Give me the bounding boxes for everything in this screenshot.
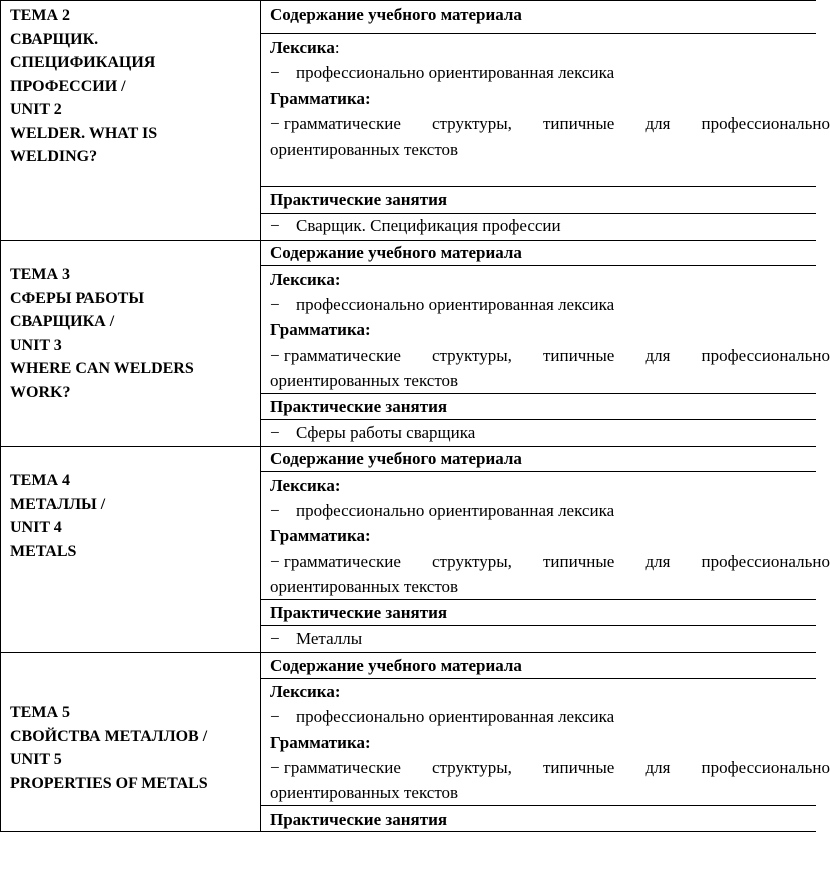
grammar-word: типичные bbox=[543, 758, 615, 777]
lexis-label-text: Лексика bbox=[270, 476, 335, 495]
lexis-label-text: Лексика bbox=[270, 682, 335, 701]
grammar-line-2: ориентированных текстов bbox=[270, 783, 459, 802]
grammar-word: для bbox=[645, 758, 671, 777]
lexis-item: профессионально ориентированная лексика bbox=[296, 501, 615, 520]
grammar-line-2: ориентированных текстов bbox=[270, 577, 459, 596]
list-item bbox=[270, 423, 475, 443]
grammar-word: профессионально bbox=[701, 758, 830, 777]
topic-title-line: UNIT 5 bbox=[10, 751, 62, 768]
cell-divider bbox=[260, 599, 816, 600]
dash-bullet: − bbox=[270, 63, 280, 82]
row-divider bbox=[0, 652, 816, 653]
topic-title-line: WELDER. WHAT IS bbox=[10, 124, 158, 142]
grammar-line-2: ориентированных текстов bbox=[270, 371, 459, 390]
grammar-label: Грамматика: bbox=[270, 526, 371, 545]
topic-title bbox=[10, 263, 255, 404]
topic-title-line: UNIT 2 bbox=[10, 101, 62, 118]
cell-divider bbox=[260, 625, 816, 626]
lexis-heading bbox=[270, 38, 340, 58]
practice-label: Практические занятия bbox=[270, 190, 448, 209]
topic-title-line: ТЕМА 2 bbox=[10, 7, 70, 24]
list-item bbox=[270, 629, 362, 649]
grammar-word: для bbox=[645, 552, 671, 571]
grammar-word: профессионально bbox=[701, 114, 830, 133]
dash-bullet: − bbox=[270, 423, 280, 442]
topic-title bbox=[10, 469, 255, 563]
practice-label: Практические занятия bbox=[270, 810, 448, 829]
lexis-label: Лексика bbox=[270, 38, 335, 57]
list-item bbox=[270, 216, 561, 236]
cell-divider bbox=[260, 419, 816, 420]
topic-title-line: ТЕМА 4 bbox=[10, 472, 70, 489]
grammar-line bbox=[270, 346, 830, 366]
topic-title-line: МЕТАЛЛЫ / bbox=[10, 495, 106, 513]
cell-divider bbox=[260, 33, 816, 34]
dash-bullet: − bbox=[270, 501, 280, 520]
grammar-word: типичные bbox=[543, 114, 615, 133]
lexis-label: Лексика: bbox=[270, 682, 341, 701]
content-header: Содержание учебного материала bbox=[270, 243, 522, 262]
grammar-word: для bbox=[645, 346, 671, 365]
topic-title-line: PROPERTIES OF METALS bbox=[10, 774, 208, 792]
topic-title-line: СВАРЩИКА / bbox=[10, 313, 115, 330]
grammar-word: для bbox=[645, 114, 671, 133]
grammar-word-dash bbox=[270, 758, 401, 778]
grammar-word: структуры, bbox=[432, 346, 512, 365]
topic-title-line: СВАРЩИК. bbox=[10, 30, 99, 48]
lexis-label: Лексика: bbox=[270, 270, 341, 289]
grammar-word: профессионально bbox=[701, 346, 830, 365]
list-item bbox=[270, 295, 614, 315]
topic-title-line: СВОЙСТВА МЕТАЛЛОВ / bbox=[10, 727, 208, 745]
row-divider bbox=[0, 446, 816, 447]
grammar-label: Грамматика: bbox=[270, 733, 371, 752]
column-divider bbox=[260, 0, 261, 832]
grammar-word: грамматические bbox=[283, 758, 401, 777]
grammar-word-dash bbox=[270, 552, 401, 572]
topic-title-line: ПРОФЕССИИ / bbox=[10, 77, 126, 95]
grammar-word: грамматические bbox=[283, 114, 401, 133]
dash-bullet: − bbox=[270, 346, 280, 365]
table-border-left bbox=[0, 0, 1, 832]
list-item bbox=[270, 63, 614, 83]
content-header: Содержание учебного материала bbox=[270, 449, 522, 468]
practice-item: Сферы работы сварщика bbox=[296, 423, 476, 442]
table-border-top bbox=[0, 0, 816, 1]
dash-bullet: − bbox=[270, 114, 280, 133]
content-header: Содержание учебного материала bbox=[270, 5, 522, 24]
content-header: Содержание учебного материала bbox=[270, 656, 522, 675]
cell-divider bbox=[260, 213, 816, 214]
topic-title-line: WHERE CAN WELDERS bbox=[10, 360, 194, 377]
lexis-item: профессионально ориентированная лексика bbox=[296, 707, 615, 726]
topic-title-line: ТЕМА 3 bbox=[10, 266, 70, 283]
grammar-line bbox=[270, 114, 830, 134]
dash-bullet: − bbox=[270, 552, 280, 571]
lexis-label-text: Лексика bbox=[270, 270, 335, 289]
grammar-word: грамматические bbox=[283, 346, 401, 365]
grammar-label: Грамматика: bbox=[270, 320, 371, 339]
practice-item: Сварщик. Спецификация профессии bbox=[296, 216, 561, 235]
topic-title-line: UNIT 3 bbox=[10, 336, 62, 354]
grammar-word-dash bbox=[270, 114, 401, 134]
grammar-word: структуры, bbox=[432, 552, 512, 571]
topic-title-line: UNIT 4 bbox=[10, 519, 62, 536]
grammar-label: Грамматика: bbox=[270, 89, 371, 108]
practice-label: Практические занятия bbox=[270, 603, 448, 622]
grammar-line bbox=[270, 552, 830, 572]
grammar-word: структуры, bbox=[432, 114, 512, 133]
cell-divider bbox=[260, 265, 816, 266]
grammar-word: типичные bbox=[543, 552, 615, 571]
dash-bullet: − bbox=[270, 295, 280, 314]
cell-divider bbox=[260, 186, 816, 187]
grammar-line-2: ориентированных текстов bbox=[270, 140, 459, 159]
lexis-item: профессионально ориентированная лексика bbox=[296, 295, 615, 314]
lexis-colon: : bbox=[334, 38, 340, 57]
topic-title bbox=[10, 4, 255, 169]
cell-divider bbox=[260, 471, 816, 472]
grammar-word: грамматические bbox=[283, 552, 401, 571]
dash-bullet: − bbox=[270, 707, 280, 726]
list-item bbox=[270, 501, 614, 521]
topic-title-line: WELDING? bbox=[10, 148, 98, 165]
practice-label: Практические занятия bbox=[270, 397, 448, 416]
dash-bullet: − bbox=[270, 216, 280, 235]
cell-divider bbox=[260, 393, 816, 394]
lexis-item: профессионально ориентированная лексика bbox=[296, 63, 615, 82]
topic-title-line: ТЕМА 5 bbox=[10, 704, 70, 721]
list-item bbox=[270, 707, 614, 727]
practice-item: Металлы bbox=[296, 629, 363, 648]
topic-title-line: WORK? bbox=[10, 383, 71, 401]
topic-title bbox=[10, 701, 255, 795]
dash-bullet: − bbox=[270, 758, 280, 777]
grammar-word-dash bbox=[270, 346, 401, 366]
cell-divider bbox=[260, 678, 816, 679]
grammar-word: структуры, bbox=[432, 758, 512, 777]
topic-title-line: METALS bbox=[10, 542, 77, 560]
topic-title-line: СПЕЦИФИКАЦИЯ bbox=[10, 54, 156, 71]
lexis-label: Лексика: bbox=[270, 476, 341, 495]
grammar-line bbox=[270, 758, 830, 778]
row-divider bbox=[0, 240, 816, 241]
grammar-word: профессионально bbox=[701, 552, 830, 571]
table-border-bottom bbox=[0, 831, 816, 832]
topic-title-line: СФЕРЫ РАБОТЫ bbox=[10, 289, 145, 307]
dash-bullet: − bbox=[270, 629, 280, 648]
grammar-word: типичные bbox=[543, 346, 615, 365]
cell-divider bbox=[260, 805, 816, 806]
